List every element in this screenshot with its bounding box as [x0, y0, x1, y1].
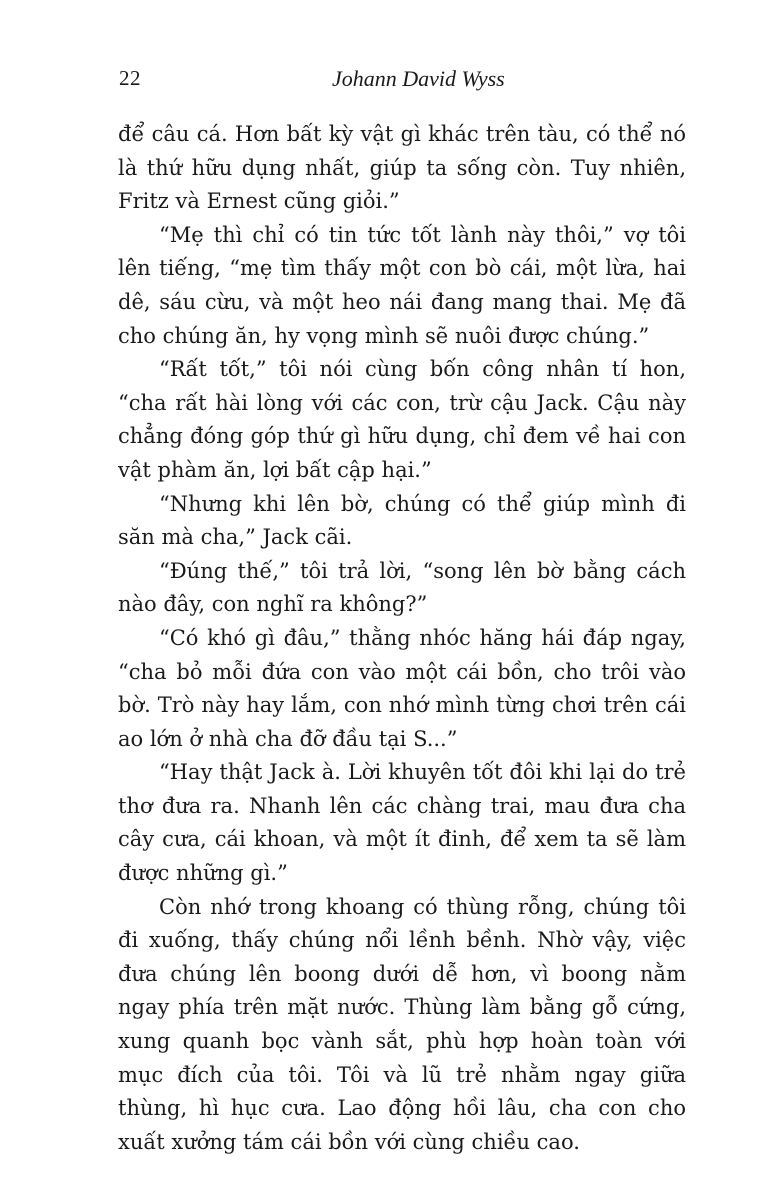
page-number: 22 — [119, 66, 141, 90]
paragraph: để câu cá. Hơn bất kỳ vật gì khác trên tàu, có thể nó là thứ hữu dụng nhất, giúp ta sống còn. Tuy nhiên, Fritz và Ernest cũng giỏi.” — [118, 122, 686, 214]
paragraph: “Đúng thế,” tôi trả lời, “song lên bờ bằng cách nào đây, con nghĩ ra không?” — [118, 558, 686, 617]
paragraph: Còn nhớ trong khoang có thùng rỗng, chúng tôi đi xuống, thấy chúng nổi lềnh bềnh. Nhờ vậy, việc đưa chúng lên boong dưới dễ hơn, vì boong nằm ngay phía trên mặt nước. Thùng làm bằng gỗ cứng, xung quanh bọc vành sắt, phù hợp hoàn toàn với mục đích của tôi. Tôi và lũ trẻ nhằm ngay giữa thùng, hì hục cưa. Lao động hồi lâu, cha con cho xuất xưởng tám cái bồn với cùng chiều cao. — [118, 894, 686, 1154]
page-header — [119, 66, 683, 96]
paragraph: “Rất tốt,” tôi nói cùng bốn công nhân tí hon, “cha rất hài lòng với các con, trừ cậu Jack. Cậu này chẳng đóng góp thứ gì hữu dụng, chỉ đem về hai con vật phàm ăn, lợi bất cập hại.” — [118, 357, 686, 482]
paragraph: “Hay thật Jack à. Lời khuyên tốt đôi khi lại do trẻ thơ đưa ra. Nhanh lên các chàng trai, mau đưa cha cây cưa, cái khoan, và một ít đinh, để xem ta sẽ làm được những gì.” — [118, 760, 686, 886]
paragraph: “Có khó gì đâu,” thằng nhóc hăng hái đáp ngay, “cha bỏ mỗi đứa con vào một cái bồn, cho trôi vào bờ. Trò này hay lắm, con nhớ mình từng chơi trên cái ao lớn ở nhà cha đỡ đầu tại S...” — [118, 625, 686, 751]
running-title: Johann David Wyss — [332, 66, 505, 91]
paragraph: “Mẹ thì chỉ có tin tức tốt lành này thôi,” vợ tôi lên tiếng, “mẹ tìm thấy một con bò cái, một lừa, hai dê, sáu cừu, và một heo nái đang mang thai. Mẹ đã cho chúng ăn, hy vọng mình sẽ nuôi được chúng.” — [118, 222, 686, 348]
paragraph: “Nhưng khi lên bờ, chúng có thể giúp mình đi săn mà cha,” Jack cãi. — [118, 491, 686, 550]
body-text — [118, 118, 686, 1159]
